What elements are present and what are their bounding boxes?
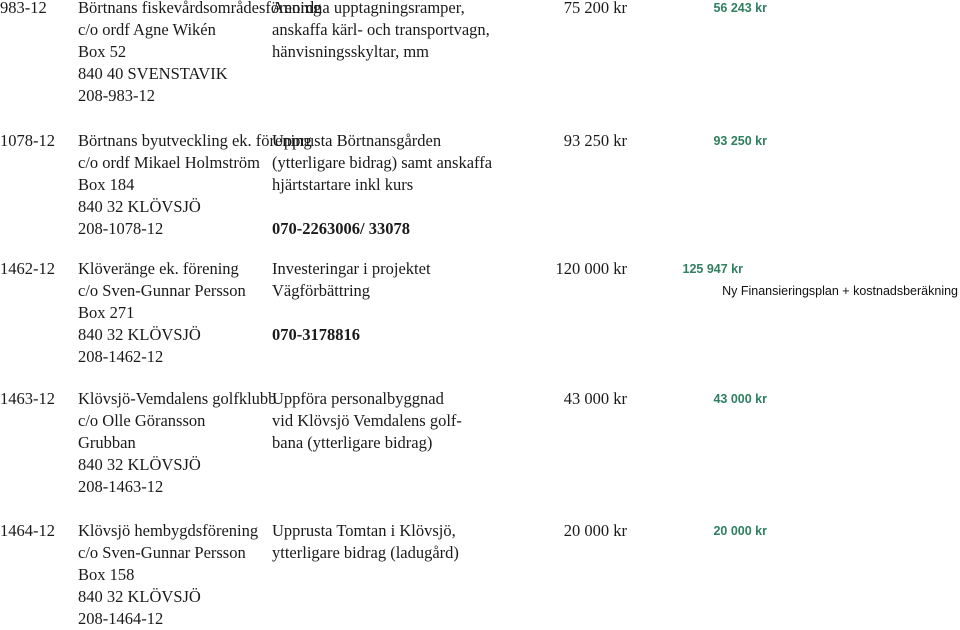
org-box: Box 271 xyxy=(78,303,135,322)
org-box: Box 158 xyxy=(78,565,135,584)
amount-requested: 93 250 kr xyxy=(563,131,627,150)
entry-id: 1463-12 xyxy=(0,389,55,408)
org-ref: 208-1464-12 xyxy=(78,609,164,628)
amount-granted: 20 000 kr xyxy=(713,524,767,538)
project-description: hänvisningsskyltar, mm xyxy=(272,42,429,61)
project-description: Upprusta Tomtan i Klövsjö, xyxy=(272,521,456,540)
phone-number: 070-3178816 xyxy=(272,325,360,344)
amount-requested: 20 000 kr xyxy=(563,521,627,540)
project-description: Anordna upptagningsramper, xyxy=(272,0,465,17)
org-name: Klövsjö-Vemdalens golfklubb xyxy=(78,389,277,408)
amount-granted: 93 250 kr xyxy=(713,134,767,148)
org-ref: 208-983-12 xyxy=(78,86,155,105)
org-contact: c/o ordf Agne Wikén xyxy=(78,20,216,39)
org-contact: c/o ordf Mikael Holmström xyxy=(78,153,260,172)
amount-requested: 120 000 kr xyxy=(555,259,627,278)
project-description: Investeringar i projektet xyxy=(272,259,431,278)
project-description: (ytterligare bidrag) samt anskaffa xyxy=(272,153,493,172)
amount-granted: 56 243 kr xyxy=(713,1,767,15)
project-description: ytterligare bidrag (ladugård) xyxy=(272,543,459,562)
project-description: hjärtstartare inkl kurs xyxy=(272,175,414,194)
org-name: Börtnans fiskevårdsområdesförening xyxy=(78,0,322,17)
org-postal: 840 32 KLÖVSJÖ xyxy=(78,197,201,216)
project-description: Vägförbättring xyxy=(272,281,371,300)
grant-entry-983-12 xyxy=(0,0,960,112)
grant-entry-1462-12 xyxy=(0,258,960,373)
org-name: Börtnans byutveckling ek. förening xyxy=(78,131,312,150)
org-postal: 840 32 KLÖVSJÖ xyxy=(78,455,201,474)
phone-number: 070-2263006/ 33078 xyxy=(272,219,410,238)
grant-entry-1463-12 xyxy=(0,388,960,503)
org-postal: 840 32 KLÖVSJÖ xyxy=(78,325,201,344)
entry-id: 1464-12 xyxy=(0,521,55,540)
org-contact: c/o Olle Göransson xyxy=(78,411,206,430)
amount-requested: 43 000 kr xyxy=(563,389,627,408)
amount-granted: 43 000 kr xyxy=(713,392,767,406)
grant-entry-1078-12 xyxy=(0,130,960,245)
org-name: Klöveränge ek. förening xyxy=(78,259,239,278)
org-ref: 208-1078-12 xyxy=(78,219,164,238)
entry-id: 983-12 xyxy=(0,0,47,17)
amount-granted: 125 947 kr xyxy=(682,262,743,276)
org-box: Grubban xyxy=(78,433,136,452)
org-name: Klövsjö hembygdsförening xyxy=(78,521,259,540)
amount-requested: 75 200 kr xyxy=(563,0,627,17)
entry-id: 1462-12 xyxy=(0,259,55,278)
org-ref: 208-1463-12 xyxy=(78,477,164,496)
project-description: Uppföra personalbyggnad xyxy=(272,389,444,408)
entry-id: 1078-12 xyxy=(0,131,55,150)
org-box: Box 52 xyxy=(78,42,127,61)
org-postal: 840 40 SVENSTAVIK xyxy=(78,64,228,83)
org-box: Box 184 xyxy=(78,175,135,194)
project-description: vid Klövsjö Vemdalens golf- xyxy=(272,411,462,430)
org-contact: c/o Sven-Gunnar Persson xyxy=(78,281,246,300)
entry-note: Ny Finansieringsplan + kostnadsberäkning xyxy=(722,284,958,298)
org-contact: c/o Sven-Gunnar Persson xyxy=(78,543,246,562)
org-postal: 840 32 KLÖVSJÖ xyxy=(78,587,201,606)
org-ref: 208-1462-12 xyxy=(78,347,164,366)
grant-entry-1464-12 xyxy=(0,520,960,630)
project-description: anskaffa kärl- och transportvagn, xyxy=(272,20,490,39)
project-description: Upprusta Börtnansgården xyxy=(272,131,442,150)
project-description: bana (ytterligare bidrag) xyxy=(272,433,433,452)
